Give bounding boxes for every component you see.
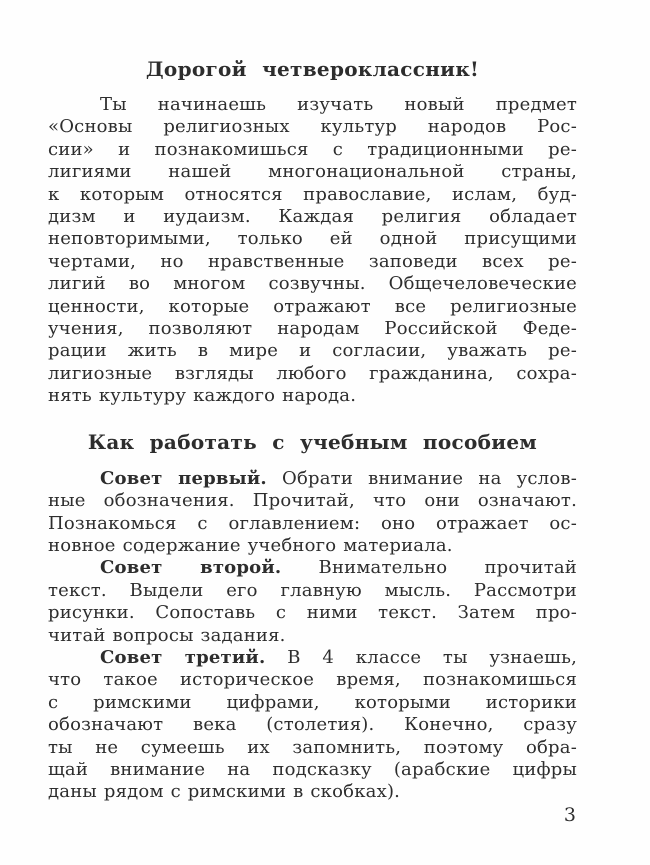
text-line: к которым относятся православие, ислам, буд- — [48, 183, 577, 205]
text-line: сии» и познакомишься с традиционными ре- — [48, 138, 577, 160]
text-line: рисунки. Сопоставь с ними текст. Затем про- — [48, 602, 577, 624]
text-line: неповторимыми, только ей одной присущими — [48, 228, 577, 250]
text-line: новное содержание учебного материала. — [48, 534, 453, 556]
text-line: учения, позволяют народам Российской Феде- — [48, 318, 577, 340]
intro-paragraph — [48, 94, 577, 408]
text-line: даны рядом с римскими в скобках). — [48, 781, 401, 803]
text-line: чертами, но нравственные заповеди всех ре- — [48, 250, 577, 272]
text-line: Ты начинаешь изучать новый предмет — [100, 94, 577, 115]
text-line: ценности, которые отражают все религиозные — [48, 295, 577, 317]
text-line: ные обозначения. Прочитай, что они означают. — [48, 490, 577, 512]
text-line: нять культуру каждого народа. — [48, 385, 357, 407]
paragraph-lead-bold: Совет второй. — [100, 557, 282, 579]
text-line: Познакомься с оглавлением: оно отражает ос- — [48, 512, 577, 534]
text-line: щай внимание на подсказку (арабские цифры — [48, 758, 577, 780]
text-line: лигиозные взгляды любого гражданина, сохра- — [48, 362, 577, 384]
text-line: Совет третий. В 4 классе ты узнаешь, — [100, 646, 578, 668]
section-heading: Как работать с учебным пособием — [87, 429, 538, 454]
text-line: ты не сумеешь их запомнить, поэтому обра- — [48, 736, 577, 758]
text-line: Совет первый. Обрати внимание на услов- — [100, 467, 577, 489]
text-line: Совет второй. Внимательно прочитай — [100, 557, 578, 579]
text-line: что такое историческое время, познакомишься — [48, 669, 577, 691]
text-column — [48, 57, 577, 804]
text-line: рации жить в мире и согласии, уважать ре- — [48, 340, 577, 362]
paragraph-lead-bold: Совет третий. — [100, 646, 266, 668]
text-line: «Основы религиозных культур народов Рос- — [48, 116, 577, 138]
text-line: текст. Выдели его главную мысль. Рассмотри — [48, 579, 577, 601]
tip-third-paragraph — [48, 647, 577, 804]
tip-second-paragraph — [48, 557, 577, 647]
text-line: дизм и иудаизм. Каждая религия обладает — [48, 206, 577, 228]
text-line: лигий во многом созвучны. Общечеловеческие — [48, 273, 577, 295]
text-line: читай вопросы задания. — [48, 624, 286, 646]
tip-first-paragraph — [48, 468, 577, 558]
paragraph-lead-bold: Совет первый. — [100, 467, 267, 489]
page-number: 3 — [563, 804, 576, 826]
page-title: Дорогой четвероклассник! — [145, 57, 480, 81]
text-line: с римскими цифрами, которыми историки — [48, 691, 577, 713]
text-line: обозначают века (столетия). Конечно, сразу — [48, 714, 577, 736]
text-line: лигиями нашей многонациональной страны, — [48, 161, 577, 183]
